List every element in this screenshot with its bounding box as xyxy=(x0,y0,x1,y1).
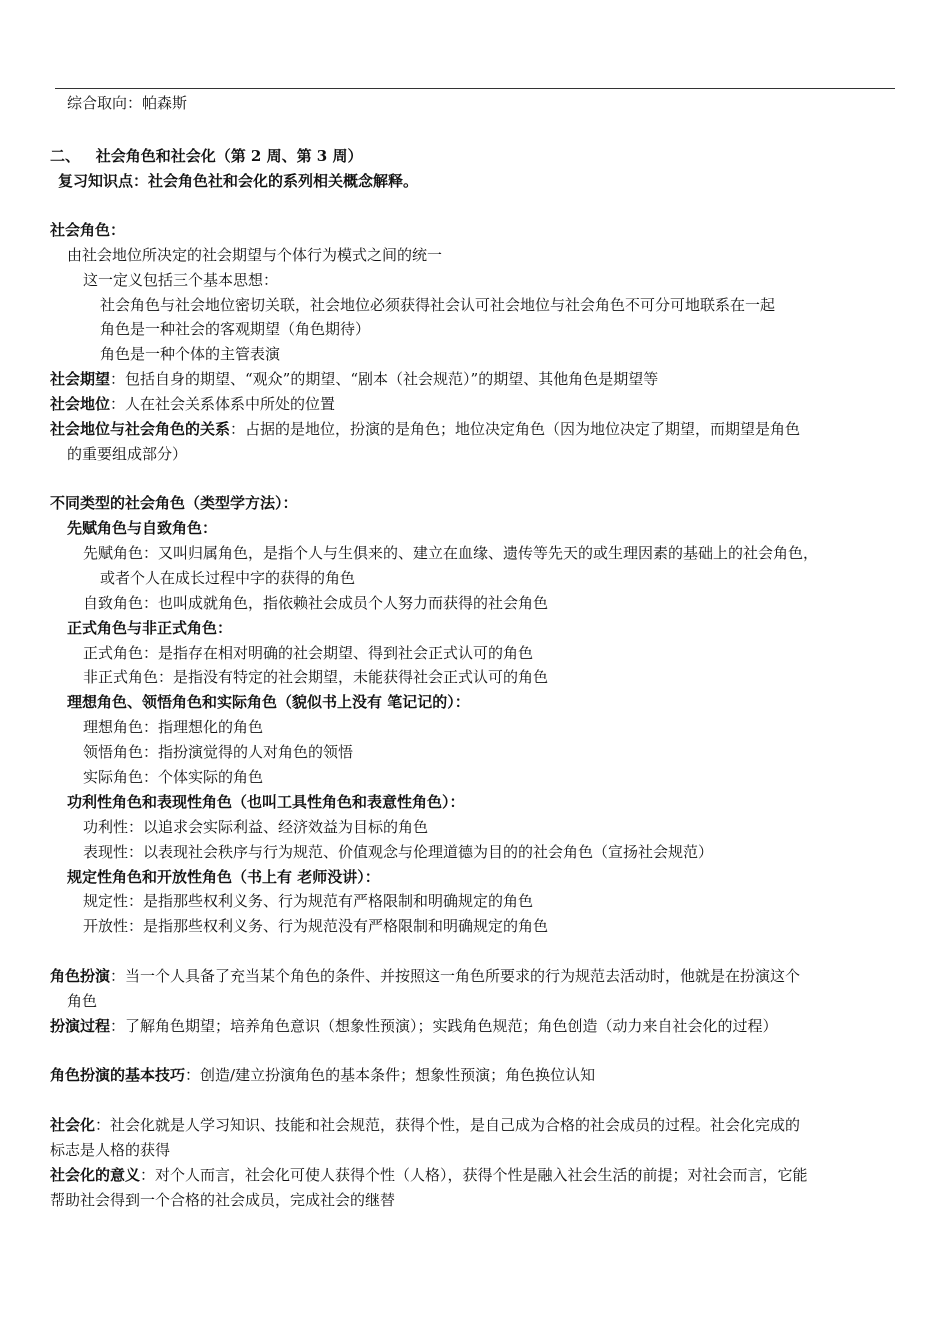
social-role-point-1: 社会角色与社会地位密切关联，社会地位必须获得社会认可社会地位与社会角色不可分可地联系在一起 xyxy=(100,296,776,314)
top-note: 综合取向：帕森斯 xyxy=(67,94,188,112)
ascribed-role-def-cont: 或者个人在成长过程中字的获得的角色 xyxy=(100,569,356,587)
prescribed-def: 规定性：是指那些权利义务、行为规范有严格限制和明确规定的角色 xyxy=(83,892,534,910)
expectation-term: 社会期望 xyxy=(50,370,111,388)
status-text: ：人在社会关系体系中所处的位置 xyxy=(110,395,336,413)
social-role-intro: 这一定义包括三个基本思想： xyxy=(83,271,279,289)
section-number: 二、 xyxy=(50,147,81,165)
role-play-line xyxy=(50,965,800,987)
utilitarian-def: 功利性：以追求会实际利益、经济效益为目标的角色 xyxy=(83,818,429,836)
significance-line xyxy=(50,1164,808,1186)
socialization-text-cont: 标志是人格的获得 xyxy=(50,1141,171,1159)
formal-heading: 正式角色与非正式角色： xyxy=(67,619,233,637)
skills-text: ：创造/建立扮演角色的基本条件；想象性预演；角色换位认知 xyxy=(185,1066,596,1084)
expectation-text: ：包括自身的期望、“观众”的期望、“剧本（社会规范）”的期望、其他角色是期望等 xyxy=(110,370,659,388)
socialization-line xyxy=(50,1114,800,1136)
social-role-definition: 由社会地位所决定的社会期望与个体行为模式之间的统一 xyxy=(67,246,443,264)
socialization-term: 社会化 xyxy=(50,1116,96,1134)
significance-text: ：对个人而言，社会化可使人获得个性（人格），获得个性是融入社会生活的前提；对社会而言，它能 xyxy=(140,1166,808,1184)
expressive-def: 表现性：以表现社会秩序与行为规范、价值观念与伦理道德为目的的社会角色（宣扬社会规范） xyxy=(83,843,714,861)
social-role-point-3: 角色是一种个体的主管表演 xyxy=(100,345,281,363)
ideal-role-def: 理想角色：指理想化的角色 xyxy=(83,718,264,736)
process-term: 扮演过程 xyxy=(50,1017,111,1035)
utility-heading: 功利性角色和表现性角色（也叫工具性角色和表意性角色）： xyxy=(67,793,465,811)
open-def: 开放性：是指那些权利义务、行为规范没有严格限制和明确规定的角色 xyxy=(83,917,549,935)
section-title: 社会角色和社会化（第 2 周、第 3 周） xyxy=(95,147,363,165)
role-play-text: ：当一个人具备了充当某个角色的条件、并按照这一角色所要求的行为规范去活动时，他就是在扮演这个 xyxy=(110,967,801,985)
ascribed-role-def: 先赋角色：又叫归属角色，是指个人与生俱来的、建立在血缘、遗传等先天的或生理因素的基础上的社会角色， xyxy=(83,544,819,562)
process-line xyxy=(50,1015,778,1037)
actual-role-def: 实际角色：个体实际的角色 xyxy=(83,768,264,786)
relation-text-cont: 的重要组成部分） xyxy=(67,445,188,463)
status-term: 社会地位 xyxy=(50,395,111,413)
informal-role-def: 非正式角色：是指没有特定的社会期望，未能获得社会正式认可的角色 xyxy=(83,668,549,686)
significance-text-cont: 帮助社会得到一个合格的社会成员，完成社会的继替 xyxy=(50,1191,396,1209)
socialization-text: ：社会化就是人学习知识、技能和社会规范，获得个性，是自己成为合格的社会成员的过程。社会化完成的 xyxy=(95,1116,801,1134)
skills-term: 角色扮演的基本技巧 xyxy=(50,1066,186,1084)
process-text: ：了解角色期望；培养角色意识（想象性预演）；实践角色规范；角色创造（动力来自社会化的过程） xyxy=(110,1017,778,1035)
significance-term: 社会化的意义 xyxy=(50,1166,141,1184)
ascribed-heading: 先赋角色与自致角色： xyxy=(67,519,218,537)
relation-term: 社会地位与社会角色的关系 xyxy=(50,420,231,438)
types-heading: 不同类型的社会角色（类型学方法）： xyxy=(50,494,298,512)
section-heading xyxy=(50,145,362,167)
relation-line xyxy=(50,418,800,440)
role-play-text-cont: 角色 xyxy=(67,992,98,1010)
achieved-role-def: 自致角色：也叫成就角色，指依赖社会成员个人努力而获得的社会角色 xyxy=(83,594,549,612)
social-role-heading: 社会角色： xyxy=(50,221,126,239)
review-points: 复习知识点：社会角色社和会化的系列相关概念解释。 xyxy=(58,172,419,190)
expectation-line xyxy=(50,368,658,390)
relation-text: ：占据的是地位，扮演的是角色；地位决定角色（因为地位决定了期望，而期望是角色 xyxy=(230,420,801,438)
formal-role-def: 正式角色：是指存在相对明确的社会期望、得到社会正式认可的角色 xyxy=(83,644,534,662)
normative-heading: 规定性角色和开放性角色（书上有 老师没讲）： xyxy=(67,868,380,886)
skills-line xyxy=(50,1064,595,1086)
role-play-term: 角色扮演 xyxy=(50,967,111,985)
status-line xyxy=(50,393,335,415)
ideal-heading: 理想角色、领悟角色和实际角色（貌似书上没有 笔记记的）： xyxy=(67,693,470,711)
perceived-role-def: 领悟角色：指扮演觉得的人对角色的领悟 xyxy=(83,743,354,761)
header-rule xyxy=(55,88,895,89)
social-role-point-2: 角色是一种社会的客观期望（角色期待） xyxy=(100,320,371,338)
